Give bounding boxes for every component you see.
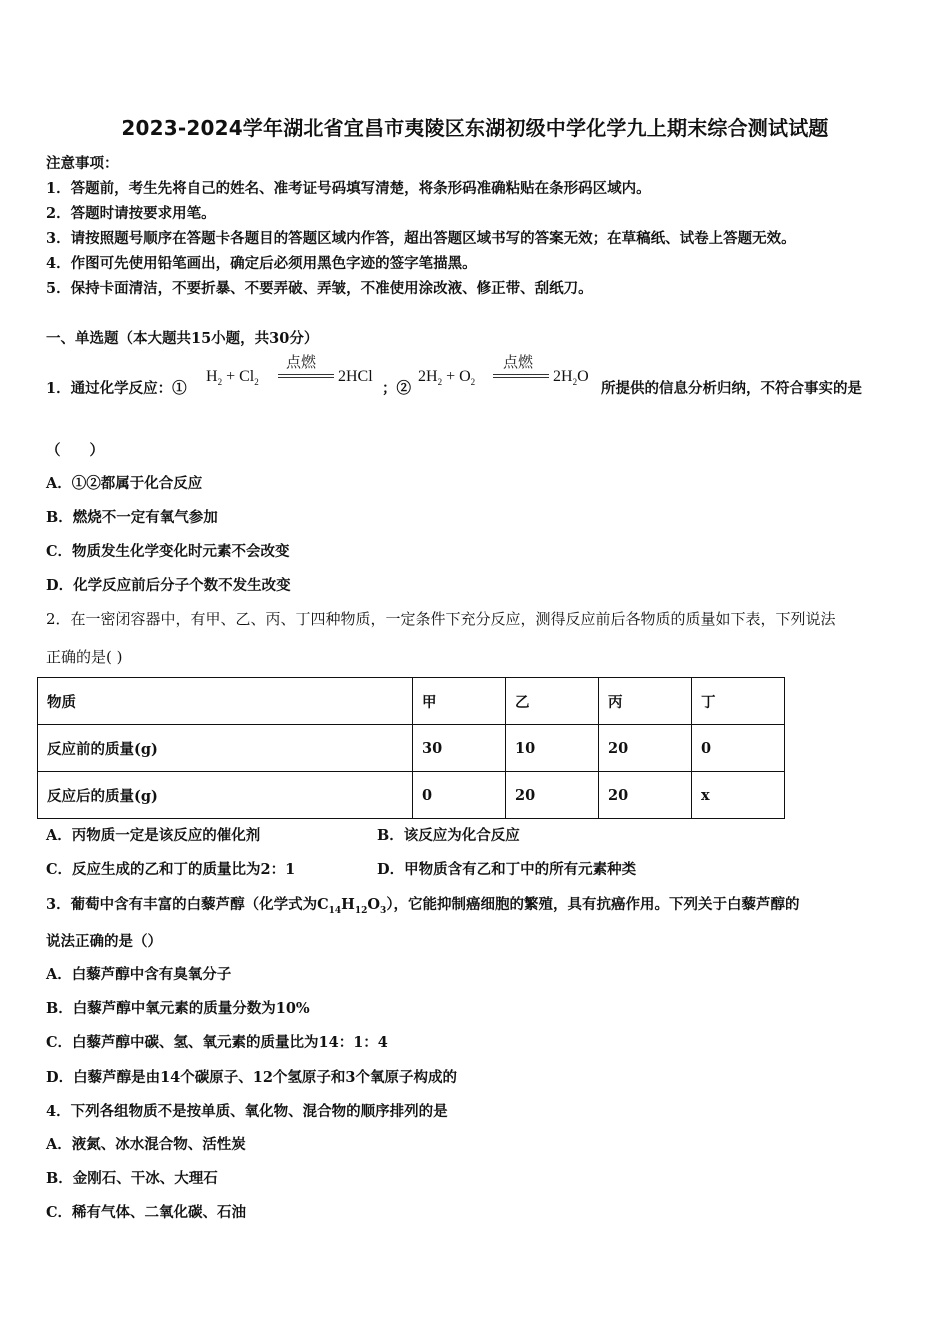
table-cell: 30 <box>413 725 506 772</box>
table-cell: 20 <box>599 772 692 819</box>
notice-item: 2．答题时请按要求用笔。 <box>46 205 216 222</box>
question-1-option-c: C．物质发生化学变化时元素不会改变 <box>46 543 290 560</box>
table-header-cell: 甲 <box>413 678 506 725</box>
table-cell: 20 <box>506 772 599 819</box>
table-cell: 反应后的质量(g) <box>38 772 413 819</box>
table-cell: 反应前的质量(g) <box>38 725 413 772</box>
section-heading: 一、单选题（本大题共15小题，共30分） <box>46 330 319 347</box>
equation-2-equals <box>493 374 549 378</box>
equation-2-product: $2H_2O$ <box>553 368 589 388</box>
question-4-option-b: B．金刚石、干冰、大理石 <box>46 1170 218 1187</box>
question-2-option-d: D．甲物质含有乙和丁中的所有元素种类 <box>377 861 637 878</box>
question-2-option-a: A．丙物质一定是该反应的催化剂 <box>46 827 261 844</box>
table-cell: 0 <box>692 725 785 772</box>
question-4-option-c: C．稀有气体、二氧化碳、石油 <box>46 1204 247 1221</box>
table-header-cell: 丁 <box>692 678 785 725</box>
question-4-option-a: A．液氮、冰水混合物、活性炭 <box>46 1136 246 1153</box>
equation-separator: ；② <box>382 380 411 397</box>
equation-1-reactants: $H_2 + Cl_2$ <box>206 368 259 388</box>
table-row <box>38 772 785 819</box>
table-cell: 20 <box>599 725 692 772</box>
question-1-blank: （ ） <box>46 442 104 459</box>
equation-2-reactants: $2H_2 + O_2$ <box>418 368 476 388</box>
question-1-suffix: 所提供的信息分析归纳，不符合事实的是 <box>601 380 862 397</box>
page-title: 2023-2024学年湖北省宜昌市夷陵区东湖初级中学化学九上期末综合测试试题 <box>121 116 829 140</box>
equation-2-condition: 点燃 <box>503 353 534 371</box>
question-2-option-c: C．反应生成的乙和丁的质量比为2：1 <box>46 861 296 878</box>
table-header-cell: 丙 <box>599 678 692 725</box>
notice-heading: 注意事项： <box>46 155 119 172</box>
question-2-stem: 2．在一密闭容器中，有甲、乙、丙、丁四种物质，一定条件下充分反应，测得反应前后各物质的质量如下表，下列说法 <box>46 610 836 628</box>
notice-item: 3．请按照题号顺序在答题卡各题目的答题区域内作答，超出答题区域书写的答案无效；在草稿纸、试卷上答题无效。 <box>46 230 796 247</box>
table-cell: 0 <box>413 772 506 819</box>
question-3-option-a: A．白藜芦醇中含有臭氧分子 <box>46 966 232 983</box>
question-1-stem <box>46 377 187 398</box>
question-2-stem-cont: 正确的是( ) <box>46 648 123 666</box>
equation-1-condition: 点燃 <box>286 353 317 371</box>
question-3-stem-cont: 说法正确的是（） <box>46 933 162 950</box>
notice-item: 4．作图可先使用铅笔画出，确定后必须用黑色字迹的签字笔描黑。 <box>46 255 477 272</box>
question-1-option-b: B．燃烧不一定有氧气参加 <box>46 509 218 526</box>
question-1-option-d: D．化学反应前后分子个数不发生改变 <box>46 577 291 594</box>
table-header-row <box>38 678 785 725</box>
table-header-cell: 物质 <box>38 678 413 725</box>
question-4-stem: 4．下列各组物质不是按单质、氧化物、混合物的顺序排列的是 <box>46 1103 448 1120</box>
table-header-cell: 乙 <box>506 678 599 725</box>
equation-1-product: 2HCl <box>338 368 373 385</box>
equation-1-equals <box>278 374 334 378</box>
notice-item: 1．答题前，考生先将自己的姓名、准考证号码填写清楚，将条形码准确粘贴在条形码区域内。 <box>46 180 651 197</box>
table-cell: 10 <box>506 725 599 772</box>
question-3-option-d: D．白藜芦醇是由14个碳原子、12个氢原子和3个氧原子构成的 <box>46 1069 458 1086</box>
question-3-stem: 3．葡萄中含有丰富的白藜芦醇（化学式为$C_{14}H_{12}O_3$），它能抑制癌细胞的繁殖，具有抗癌作用。下列关于白藜芦醇的 <box>46 896 800 916</box>
question-3-option-b: B．白藜芦醇中氧元素的质量分数为10% <box>46 1000 310 1017</box>
question-1-option-a: A．①②都属于化合反应 <box>46 475 203 492</box>
question-3-option-c: C．白藜芦醇中碳、氢、氧元素的质量比为14：1：4 <box>46 1034 388 1051</box>
notice-item: 5．保持卡面清洁，不要折暴、不要弄破、弄皱，不准使用涂改液、修正带、刮纸刀。 <box>46 280 593 297</box>
table-row <box>38 725 785 772</box>
mass-table <box>37 677 785 819</box>
question-1-prefix: 1．通过化学反应：① <box>46 380 187 397</box>
equation-1 <box>206 366 336 396</box>
question-2-option-b: B．该反应为化合反应 <box>377 827 520 844</box>
table-cell: x <box>692 772 785 819</box>
